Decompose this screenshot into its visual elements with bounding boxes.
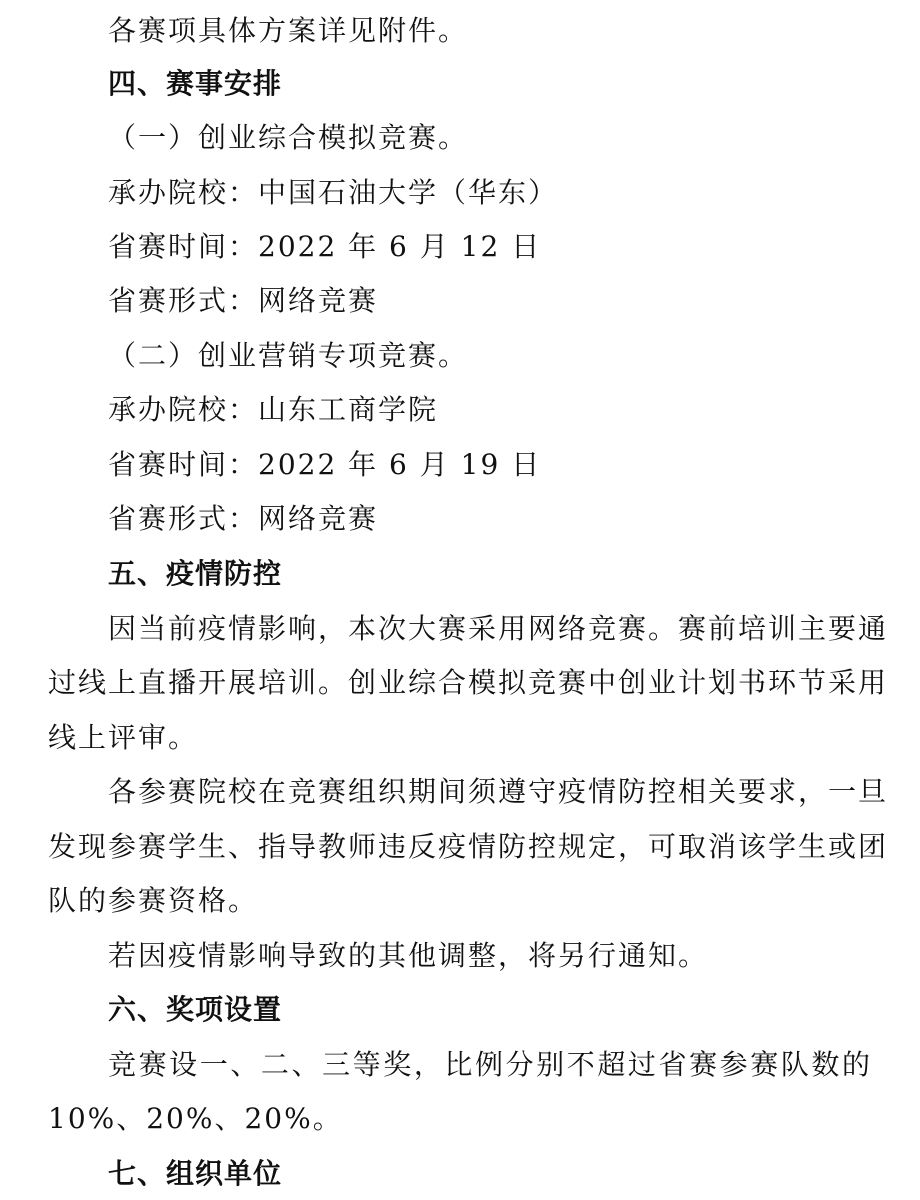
paragraph-line: 若因疫情影响导致的其他调整，将另行通知。	[108, 939, 709, 972]
marketing-format: 省赛形式：网络竞赛	[108, 502, 379, 535]
simulation-host: 承办院校：中国石油大学（华东）	[108, 176, 559, 209]
section-heading-awards: 六、奖项设置	[108, 993, 283, 1026]
simulation-format: 省赛形式：网络竞赛	[108, 284, 379, 317]
section-heading-organizers: 七、组织单位	[108, 1157, 283, 1190]
paragraph-line: 过线上直播开展培训。创业综合模拟竞赛中创业计划书环节采用	[48, 666, 889, 699]
attachment-note: 各赛项具体方案详见附件。	[108, 14, 469, 47]
marketing-host: 承办院校：山东工商学院	[108, 393, 439, 426]
paragraph-line: 线上评审。	[48, 721, 199, 754]
paragraph-line: 竞赛设一、二、三等奖，比例分别不超过省赛参赛队数的	[108, 1048, 872, 1081]
subsection-heading-marketing: （二）创业营销专项竞赛。	[108, 339, 469, 372]
paragraph-line: 10%、20%、20%。	[48, 1102, 343, 1135]
section-heading-schedule: 四、赛事安排	[108, 67, 283, 100]
paragraph-line: 各参赛院校在竞赛组织期间须遵守疫情防控相关要求，一旦	[108, 775, 889, 808]
simulation-date: 省赛时间：2022 年 6 月 12 日	[108, 230, 542, 263]
paragraph-line: 因当前疫情影响，本次大赛采用网络竞赛。赛前培训主要通	[108, 612, 889, 645]
paragraph-line: 发现参赛学生、指导教师违反疫情防控规定，可取消该学生或团	[48, 830, 889, 863]
marketing-date: 省赛时间：2022 年 6 月 19 日	[108, 448, 542, 481]
section-heading-epidemic: 五、疫情防控	[108, 557, 283, 590]
paragraph-line: 队的参赛资格。	[48, 884, 259, 917]
subsection-heading-simulation: （一）创业综合模拟竞赛。	[108, 121, 469, 154]
